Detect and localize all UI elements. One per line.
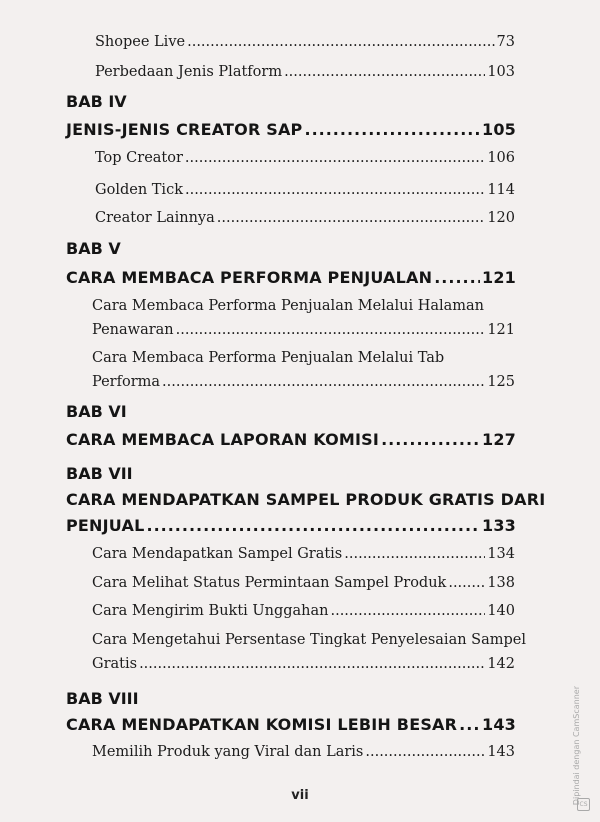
toc-entry-status-permintaan-sampel [92,575,515,591]
toc-entry-page: 134 [487,546,515,562]
toc-chapter-komisi-lebih-besar [66,715,516,734]
toc-entry-title: Cara Mengirim Bukti Unggahan [92,603,329,619]
toc-entry-title: Memilih Produk yang Viral dan Laris [92,744,364,760]
toc-entry-title: CARA MENDAPATKAN KOMISI LEBIH BESAR [66,715,458,734]
camscanner-logo-icon: CS [577,798,590,811]
toc-leader [139,656,485,672]
toc-entry-performa-halaman-penawaran [92,322,515,338]
toc-entry-page: 140 [487,603,515,619]
page-number: vii [291,788,309,803]
toc-entry-title: Penawaran [92,322,174,338]
toc-entry-page: 143 [482,715,516,734]
chapter-number-bab-v: BAB V [66,239,121,258]
toc-leader [448,575,485,591]
chapter-number-bab-viii: BAB VIII [66,689,139,708]
toc-entry-page: 142 [487,656,515,672]
toc-entry-page: 106 [487,150,515,166]
toc-entry-title: Cara Mendapatkan Sampel Gratis [92,546,343,562]
toc-entry-golden-tick [95,182,515,198]
toc-chapter-cara-membaca-laporan-komisi [66,430,516,449]
toc-entry-creator-lainnya [95,210,515,226]
toc-entry-title: PENJUAL [66,516,145,535]
toc-entry-persentase-penyelesaian [92,656,515,672]
toc-entry-page: 127 [482,430,516,449]
toc-entry-performa-tab-performa [92,374,515,390]
chapter-number-bab-vi: BAB VI [66,402,127,421]
toc-entry-shopee-live [95,34,515,50]
toc-leader [459,715,480,734]
toc-entry-page: 125 [487,374,515,390]
toc-leader [330,603,485,619]
toc-entry-page: 114 [487,182,515,198]
toc-entry-title: Creator Lainnya [95,210,215,226]
toc-entry-page: 133 [482,516,516,535]
toc-leader [284,64,485,80]
chapter-number-bab-vii: BAB VII [66,464,133,483]
toc-chapter-cara-membaca-performa-penjualan [66,268,516,287]
toc-entry-title: Gratis [92,656,138,672]
toc-entry-mendapatkan-sampel-gratis [92,546,515,562]
toc-entry-title: Perbedaan Jenis Platform [95,64,283,80]
toc-entry-title: Shopee Live [95,34,186,50]
toc-entry-page: 120 [487,210,515,226]
toc-entry-title: CARA MEMBACA PERFORMA PENJUALAN [66,268,433,287]
toc-leader [185,150,485,166]
toc-leader [187,34,494,50]
toc-leader [146,516,480,535]
toc-leader [304,120,480,139]
toc-entry-page: 143 [487,744,515,760]
toc-entry-page: 121 [482,268,516,287]
toc-leader [162,374,485,390]
toc-entry-title: JENIS-JENIS CREATOR SAP [66,120,303,139]
toc-leader [185,182,485,198]
toc-leader [381,430,480,449]
toc-entry-title: CARA MEMBACA LAPORAN KOMISI [66,430,380,449]
toc-entry-title-line1: Cara Mengetahui Persentase Tingkat Penyelesaian Sampel [92,632,526,648]
toc-entry-title: Performa [92,374,161,390]
toc-entry-produk-viral-laris [92,744,515,760]
toc-leader [344,546,485,562]
toc-entry-title: Cara Melihat Status Permintaan Sampel Produk [92,575,447,591]
toc-chapter-cara-mendapatkan-sampel [66,516,516,535]
toc-entry-title-line1: Cara Membaca Performa Penjualan Melalui Halaman [92,298,485,314]
toc-leader [434,268,480,287]
toc-entry-page: 105 [482,120,516,139]
toc-entry-page: 138 [487,575,515,591]
toc-entry-page: 121 [487,322,515,338]
toc-chapter-jenis-jenis-creator-sap [66,120,516,139]
scanner-watermark: Dipindai dengan CamScanner [572,686,581,806]
toc-chapter-title-line1: CARA MENDAPATKAN SAMPEL PRODUK GRATIS DARI [66,490,546,509]
toc-entry-top-creator [95,150,515,166]
toc-entry-title: Golden Tick [95,182,183,198]
toc-entry-page: 73 [496,34,515,50]
toc-entry-title: Top Creator [95,150,183,166]
toc-leader [217,210,486,226]
toc-entry-mengirim-bukti-unggahan [92,603,515,619]
chapter-number-bab-iv: BAB IV [66,92,127,111]
toc-leader [365,744,485,760]
toc-leader [176,322,486,338]
toc-entry-perbedaan-jenis-platform [95,64,515,80]
toc-entry-page: 103 [487,64,515,80]
toc-entry-title-line1: Cara Membaca Performa Penjualan Melalui Tab [92,350,445,366]
